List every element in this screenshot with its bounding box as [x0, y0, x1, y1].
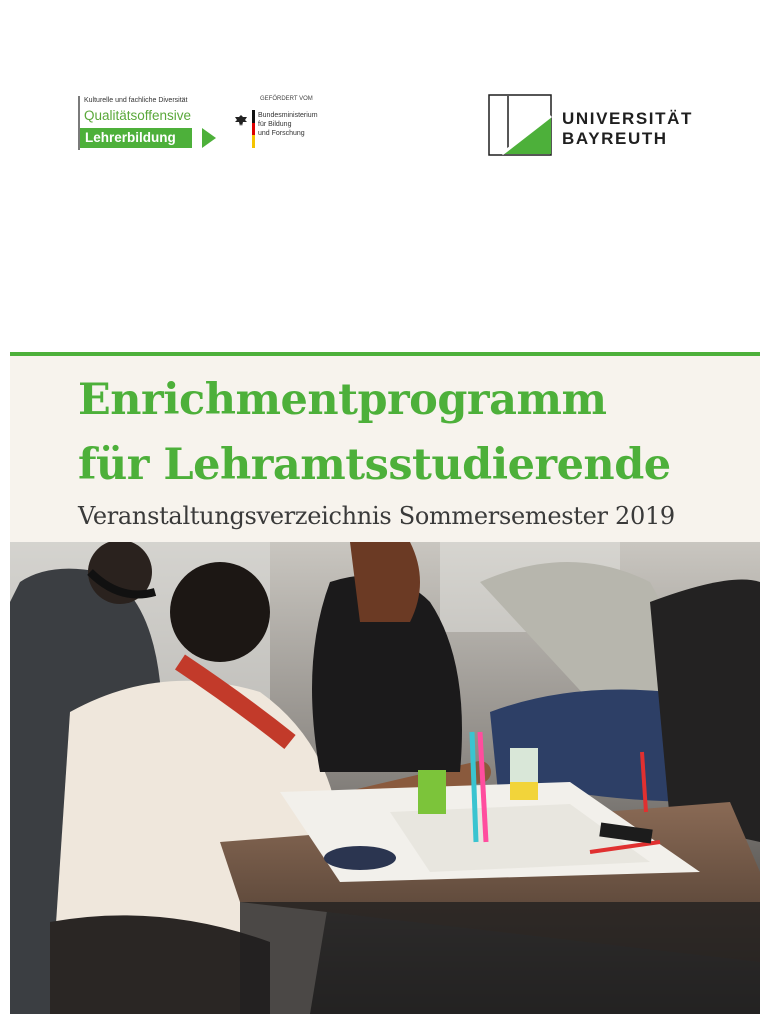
bmbf-name: Bundesministerium für Bildung und Forschung: [258, 112, 318, 137]
qlb-badge-label: Lehrerbildung: [85, 130, 176, 145]
university-emblem-icon: [488, 94, 552, 156]
cover-photo: [10, 542, 760, 1014]
play-arrow-icon: [202, 128, 216, 148]
german-flag-stripes: [252, 110, 255, 148]
bmbf-logo: [232, 96, 342, 156]
university-name-line1: UNIVERSITÄT: [562, 109, 693, 128]
qlb-badge: [80, 128, 192, 148]
title-line1: Enrichmentprogramm: [78, 375, 607, 425]
title-line2: für Lehramtsstudierende: [78, 440, 671, 490]
qlb-logo: [78, 96, 228, 156]
qlb-name: Qualitätsoffensive: [84, 108, 192, 123]
university-logo: [488, 94, 698, 158]
qlb-tagline: Kulturelle und fachliche Diversität: [84, 97, 188, 104]
university-name-line2: BAYREUTH: [562, 129, 668, 148]
bmbf-funded-by: GEFÖRDERT VOM: [260, 96, 313, 102]
subtitle: Veranstaltungsverzeichnis Sommersemester 2019: [78, 502, 675, 530]
federal-eagle-icon: [234, 114, 248, 128]
students-table-photo-icon: [10, 542, 760, 1014]
